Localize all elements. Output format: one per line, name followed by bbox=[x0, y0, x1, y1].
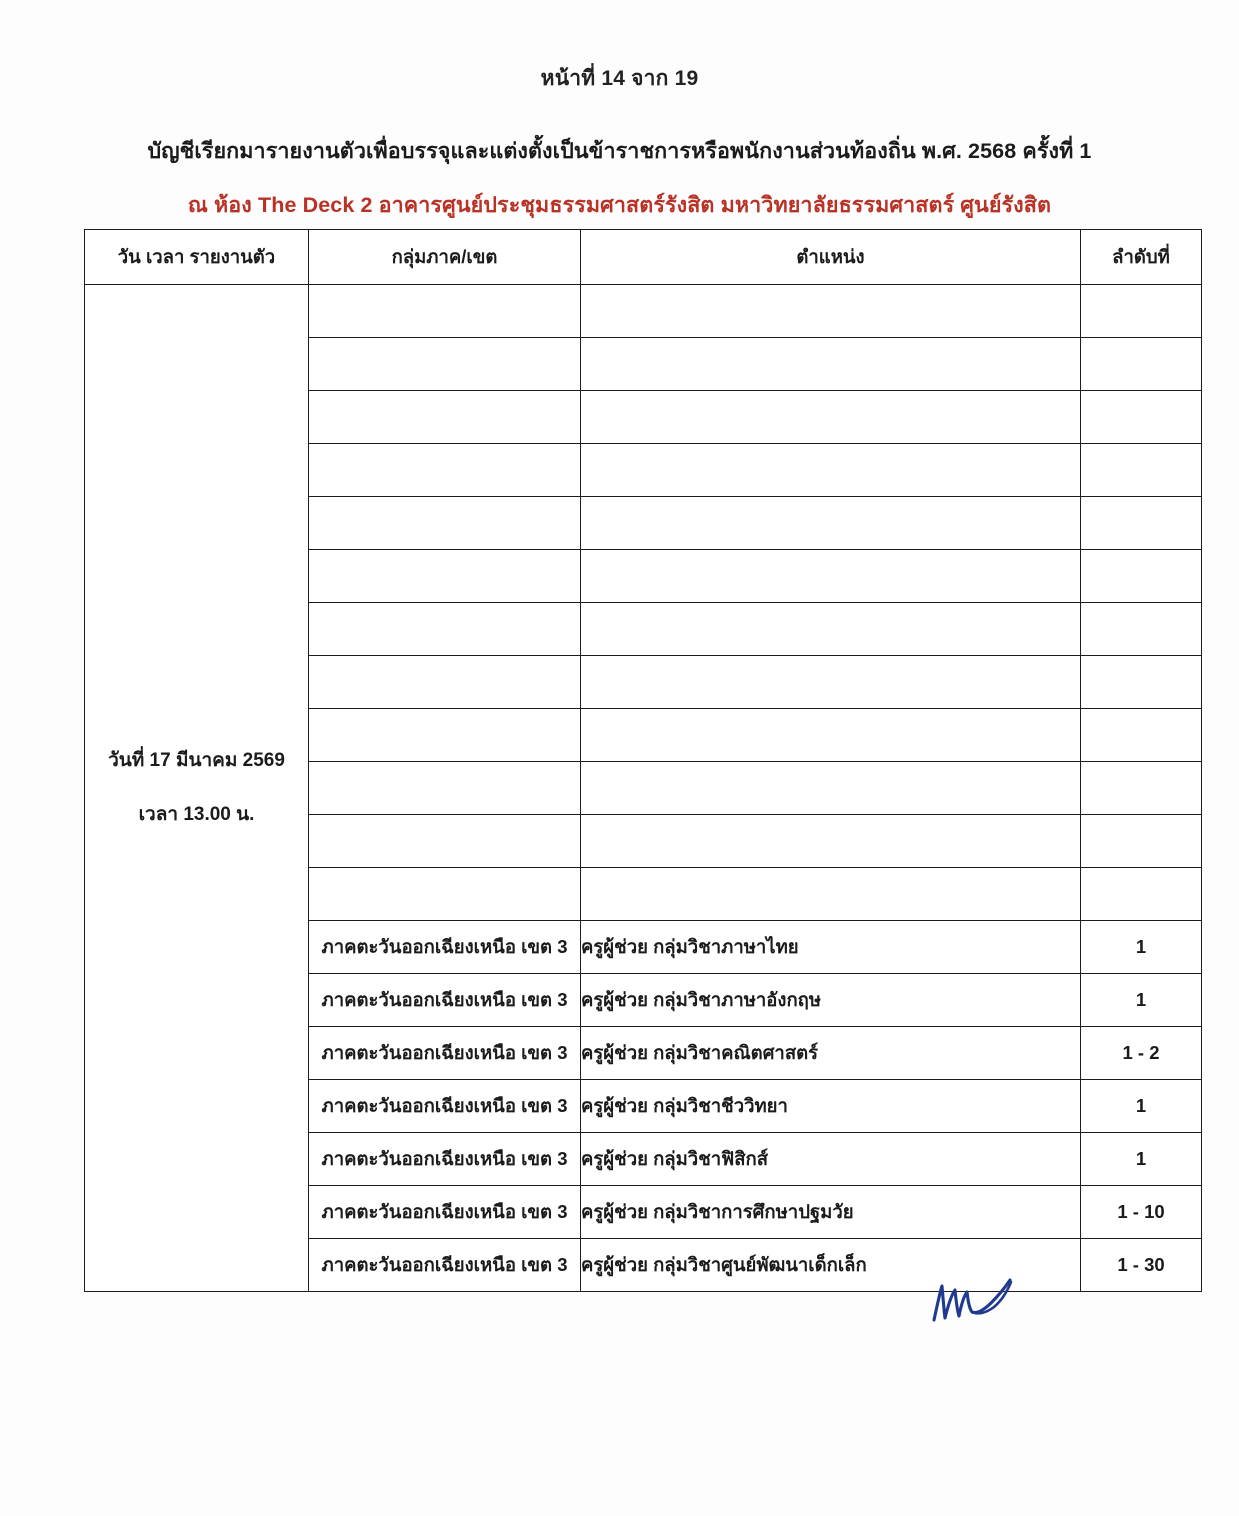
cell-region: ภาคตะวันออกเฉียงเหนือ เขต 3 bbox=[309, 974, 581, 1027]
cell-order: 1 - 30 bbox=[1081, 1239, 1202, 1292]
cell-position: ครูผู้ช่วย กลุ่มวิชาคณิตศาสตร์ bbox=[581, 1027, 1081, 1080]
cell-position: ครูผู้ช่วย กลุ่มวิชาภาษาอังกฤษ bbox=[581, 974, 1081, 1027]
cell-position bbox=[581, 709, 1081, 762]
cell-position: ครูผู้ช่วย กลุ่มวิชาการศึกษาปฐมวัย bbox=[581, 1186, 1081, 1239]
cell-region bbox=[309, 338, 581, 391]
cell-position bbox=[581, 815, 1081, 868]
cell-region: ภาคตะวันออกเฉียงเหนือ เขต 3 bbox=[309, 1239, 581, 1292]
cell-region bbox=[309, 656, 581, 709]
cell-region bbox=[309, 444, 581, 497]
cell-position bbox=[581, 762, 1081, 815]
cell-region: ภาคตะวันออกเฉียงเหนือ เขต 3 bbox=[309, 1133, 581, 1186]
cell-region: ภาคตะวันออกเฉียงเหนือ เขต 3 bbox=[309, 1027, 581, 1080]
table-row bbox=[85, 285, 1202, 338]
cell-region: ภาคตะวันออกเฉียงเหนือ เขต 3 bbox=[309, 1080, 581, 1133]
report-time: เวลา 13.00 น. bbox=[138, 804, 255, 825]
cell-position: ครูผู้ช่วย กลุ่มวิชาภาษาไทย bbox=[581, 921, 1081, 974]
cell-position bbox=[581, 338, 1081, 391]
cell-region bbox=[309, 868, 581, 921]
cell-order bbox=[1081, 444, 1202, 497]
cell-position bbox=[581, 868, 1081, 921]
cell-position bbox=[581, 285, 1081, 338]
cell-position bbox=[581, 497, 1081, 550]
cell-order bbox=[1081, 338, 1202, 391]
column-header-region: กลุ่มภาค/เขต bbox=[309, 230, 581, 285]
column-header-position: ตำแหน่ง bbox=[581, 230, 1081, 285]
page-number: หน้าที่ 14 จาก 19 bbox=[540, 67, 699, 90]
cell-position: ครูผู้ช่วย กลุ่มวิชาชีววิทยา bbox=[581, 1080, 1081, 1133]
cell-position: ครูผู้ช่วย กลุ่มวิชาศูนย์พัฒนาเด็กเล็ก bbox=[581, 1239, 1081, 1292]
cell-region bbox=[309, 391, 581, 444]
cell-region: ภาคตะวันออกเฉียงเหนือ เขต 3 bbox=[309, 921, 581, 974]
table-header bbox=[85, 230, 1202, 285]
cell-region: ภาคตะวันออกเฉียงเหนือ เขต 3 bbox=[309, 1186, 581, 1239]
cell-order bbox=[1081, 550, 1202, 603]
cell-order bbox=[1081, 656, 1202, 709]
report-date: วันที่ 17 มีนาคม 2569 bbox=[108, 750, 285, 772]
cell-order bbox=[1081, 391, 1202, 444]
cell-order bbox=[1081, 815, 1202, 868]
cell-region bbox=[309, 603, 581, 656]
document-title: บัญชีเรียกมารายงานตัวเพื่อบรรจุและแต่งตั้งเป็นข้าราชการหรือพนักงานส่วนท้องถิ่น พ.ศ. 2568 ครั้งที่ 1 bbox=[147, 139, 1092, 163]
cell-order: 1 bbox=[1081, 1133, 1202, 1186]
table-body bbox=[85, 285, 1202, 1292]
cell-order bbox=[1081, 285, 1202, 338]
cell-region bbox=[309, 709, 581, 762]
cell-order bbox=[1081, 709, 1202, 762]
cell-order bbox=[1081, 497, 1202, 550]
cell-region bbox=[309, 285, 581, 338]
cell-order: 1 bbox=[1081, 974, 1202, 1027]
cell-region bbox=[309, 550, 581, 603]
report-datetime-cell bbox=[85, 285, 309, 1292]
cell-position bbox=[581, 656, 1081, 709]
cell-region bbox=[309, 762, 581, 815]
cell-position bbox=[581, 444, 1081, 497]
cell-region bbox=[309, 497, 581, 550]
report-table bbox=[84, 229, 1202, 1292]
column-header-datetime: วัน เวลา รายงานตัว bbox=[85, 230, 309, 285]
cell-position: ครูผู้ช่วย กลุ่มวิชาฟิสิกส์ bbox=[581, 1133, 1081, 1186]
cell-position bbox=[581, 550, 1081, 603]
cell-order: 1 bbox=[1081, 1080, 1202, 1133]
cell-position bbox=[581, 603, 1081, 656]
cell-region bbox=[309, 815, 581, 868]
cell-order: 1 bbox=[1081, 921, 1202, 974]
cell-order: 1 - 2 bbox=[1081, 1027, 1202, 1080]
cell-order: 1 - 10 bbox=[1081, 1186, 1202, 1239]
document-venue: ณ ห้อง The Deck 2 อาคารศูนย์ประชุมธรรมศาสตร์รังสิต มหาวิทยาลัยธรรมศาสตร์ ศูนย์รังสิต bbox=[187, 193, 1052, 217]
column-header-order: ลำดับที่ bbox=[1081, 230, 1202, 285]
cell-order bbox=[1081, 603, 1202, 656]
cell-order bbox=[1081, 868, 1202, 921]
cell-position bbox=[581, 391, 1081, 444]
report-table-container bbox=[84, 229, 1201, 1292]
table-header-row bbox=[85, 230, 1202, 285]
cell-order bbox=[1081, 762, 1202, 815]
